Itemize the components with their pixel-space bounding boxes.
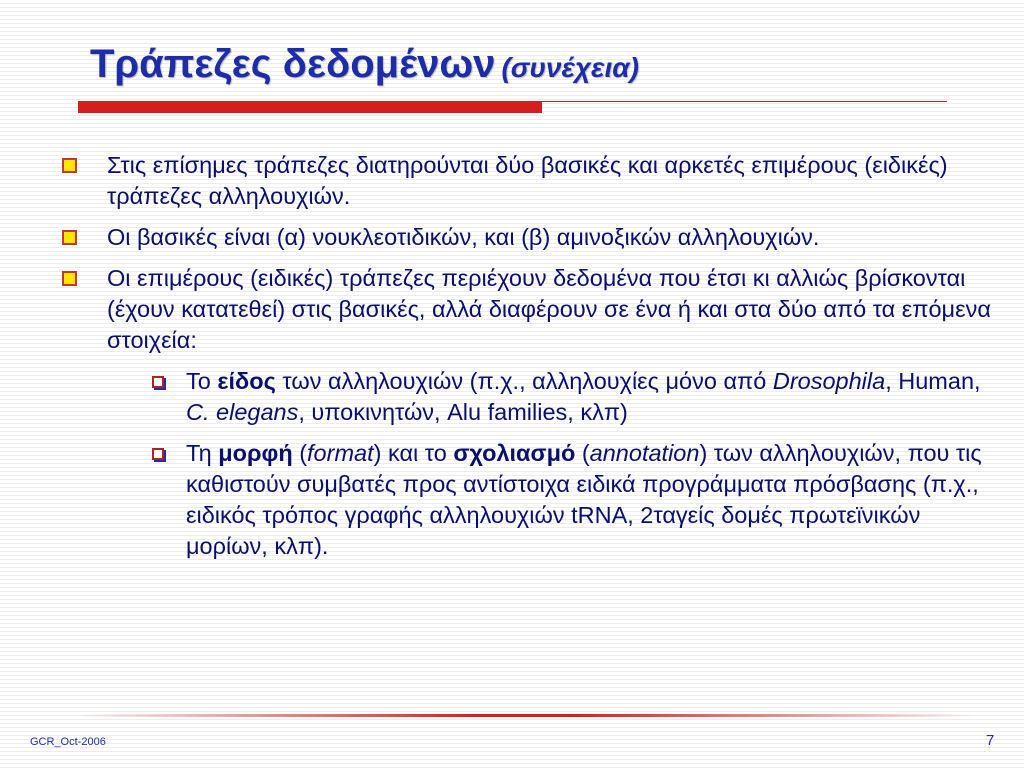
slide-title: [90, 42, 639, 87]
checkbox-bullet-icon: [152, 376, 164, 388]
sub-bullet-text: , Human,: [885, 368, 981, 394]
sub-bullet-item-2: [0, 438, 1024, 562]
footer-label: GCR_Oct-2006: [30, 736, 106, 748]
sub-bullet-text: ) και το: [373, 440, 454, 466]
yellow-square-bullet-icon: [62, 158, 77, 173]
sub-bullet-italic: format: [307, 440, 374, 466]
yellow-square-bullet-icon: [62, 271, 77, 286]
sub-bullet-text: των αλληλουχιών (π.χ., αλληλουχίες μόνο από: [275, 368, 773, 394]
bullet-text: Στις επίσημες τράπεζες διατηρούνται δύο βασικές και αρκετές επιμέρους (ειδικές) τράπεζες αλληλουχιών.: [107, 152, 948, 209]
slide-body: [0, 150, 1024, 572]
sub-bullet-text: , υποκινητών, Alu families, κλπ): [298, 399, 628, 425]
title-underline-rule: [542, 101, 947, 102]
sub-bullet-italic: C. elegans: [186, 399, 299, 425]
sub-bullet-bold: είδος: [217, 368, 276, 394]
bullet-text: Οι επιμέρους (ειδικές) τράπεζες περιέχουν δεδομένα που έτσι κι αλλιώς βρίσκονται (έχουν κατατεθεί) στις βασικές, αλλά διαφέρουν σε ένα ή και στα δύο από τα επόμενα στοιχεία:: [107, 265, 991, 353]
title-main: Τράπεζες δεδομένων: [90, 42, 496, 86]
sub-bullet-bold: μορφή: [218, 440, 293, 466]
bullet-item-3: [0, 263, 1024, 356]
sub-bullet-italic: Drosophila: [772, 368, 886, 394]
bullet-item-1: [0, 150, 1024, 212]
title-subtitle: (συνέχεια): [501, 52, 639, 83]
sub-bullet-bold: σχολιασμό: [453, 440, 576, 466]
bullet-item-2: [0, 222, 1024, 253]
sub-bullet-item-1: [0, 366, 1024, 428]
page-number: 7: [986, 732, 995, 749]
yellow-square-bullet-icon: [62, 230, 77, 245]
footer-divider: [75, 714, 975, 717]
bullet-text: Οι βασικές είναι (α) νουκλεοτιδικών, και (β) αμινοξικών αλληλουχιών.: [107, 224, 820, 250]
sub-bullet-text: (: [292, 440, 308, 466]
checkbox-bullet-icon: [152, 448, 164, 460]
title-underline-bar: [78, 101, 542, 113]
sub-bullet-text: Τη: [186, 440, 219, 466]
sub-bullet-text: (: [575, 440, 590, 466]
sub-bullet-italic: annotation: [589, 440, 700, 466]
sub-bullet-text: Το: [186, 368, 218, 394]
sub-bullet-text: ) των αλληλουχιών, που τις καθιστούν συμβατές προς αντίστοιχα ειδικά προγράμματα πρόσβασης (π.χ., ειδικός τρόπος γραφής αλληλουχιών tRNA, 2ταγείς δομές πρωτεϊνικών μορίων, κλπ).: [186, 440, 982, 559]
